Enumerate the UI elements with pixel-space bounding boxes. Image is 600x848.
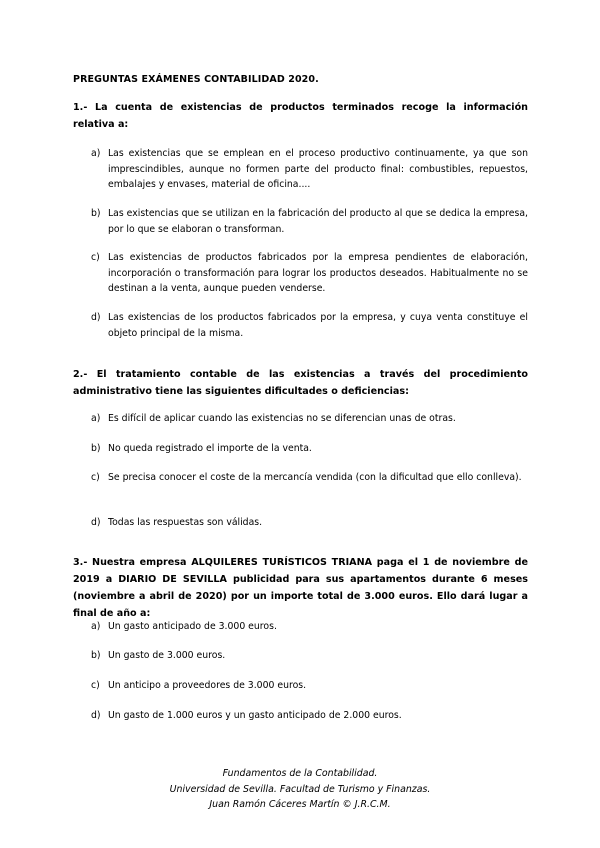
question-2: 2.- El tratamiento contable de las existencias a través del procedimiento administrativo tiene las siguientes dificultades o deficiencias: (73, 369, 528, 397)
question-1-option-b (91, 206, 528, 237)
option-text: Las existencias que se emplean en el proceso productivo continuamente, ya que son imprescindibles, aunque no formen parte del producto final: combustibles, repuestos, embalajes y envases, material de oficina.... (108, 148, 528, 190)
option-text: Las existencias de productos fabricados por la empresa pendientes de elaboración, incorporación o transformación para lograr los productos deseados. Habitualmente no se destinan a la venta, aunque pueden venderse. (108, 252, 528, 294)
option-label: b) (91, 443, 101, 454)
question-1-option-c (91, 250, 528, 297)
question-3-option-d (91, 708, 528, 724)
option-label: b) (91, 208, 101, 219)
option-label: c) (91, 680, 100, 691)
question-1-option-d (91, 310, 528, 341)
option-text: Todas las respuestas son válidas. (108, 517, 263, 528)
footer-author: Juan Ramón Cáceres Martín © J.R.C.M. (209, 799, 391, 810)
option-label: a) (91, 413, 101, 424)
footer-university: Universidad de Sevilla. Facultad de Turismo y Finanzas. (169, 783, 431, 795)
option-text: Un gasto anticipado de 3.000 euros. (108, 621, 277, 632)
option-text: Es difícil de aplicar cuando las existencias no se diferencian unas de otras. (108, 413, 456, 424)
question-3: 3.- Nuestra empresa ALQUILERES TURÍSTICOS TRIANA paga el 1 de noviembre de 2019 a DIARIO DE SEVILLA publicidad para sus apartamentos durante 6 meses (noviembre a abril de 2020) por un importe total de 3.000 euros. Ello dará lugar a final de año a: (73, 557, 528, 619)
question-2-option-a (91, 411, 528, 427)
option-label: c) (91, 252, 100, 263)
option-label: b) (91, 650, 101, 661)
page-title: PREGUNTAS EXÁMENES CONTABILIDAD 2020. (73, 74, 319, 85)
option-label: c) (91, 472, 100, 483)
question-3-option-b (91, 648, 528, 664)
footer-course: Fundamentos de la Contabilidad. (222, 768, 378, 779)
option-text: Se precisa conocer el coste de la mercancía vendida (con la dificultad que ello conlleva). (108, 472, 522, 483)
option-label: a) (91, 148, 101, 159)
option-text: Un anticipo a proveedores de 3.000 euros. (108, 680, 307, 691)
option-text: Un gasto de 1.000 euros y un gasto anticipado de 2.000 euros. (108, 710, 402, 721)
option-label: d) (91, 312, 101, 323)
option-text: Las existencias de los productos fabricados por la empresa, y cuya venta constituye el objeto principal de la misma. (108, 312, 528, 339)
question-1-option-a (91, 146, 528, 193)
question-2-option-b (91, 441, 528, 457)
page-footer (0, 766, 600, 813)
question-3-option-c (91, 678, 528, 694)
option-text: Un gasto de 3.000 euros. (108, 650, 226, 661)
option-label: a) (91, 621, 101, 632)
option-text: No queda registrado el importe de la venta. (108, 443, 312, 454)
question-2-option-c (91, 470, 528, 486)
option-text: Las existencias que se utilizan en la fabricación del producto al que se dedica la empresa, por lo que se elaboran o transforman. (108, 208, 528, 235)
option-label: d) (91, 710, 101, 721)
option-label: d) (91, 517, 101, 528)
question-2-option-d (91, 515, 528, 531)
question-1: 1.- La cuenta de existencias de productos terminados recoge la información relativa a: (73, 102, 528, 130)
question-3-option-a (91, 619, 528, 635)
